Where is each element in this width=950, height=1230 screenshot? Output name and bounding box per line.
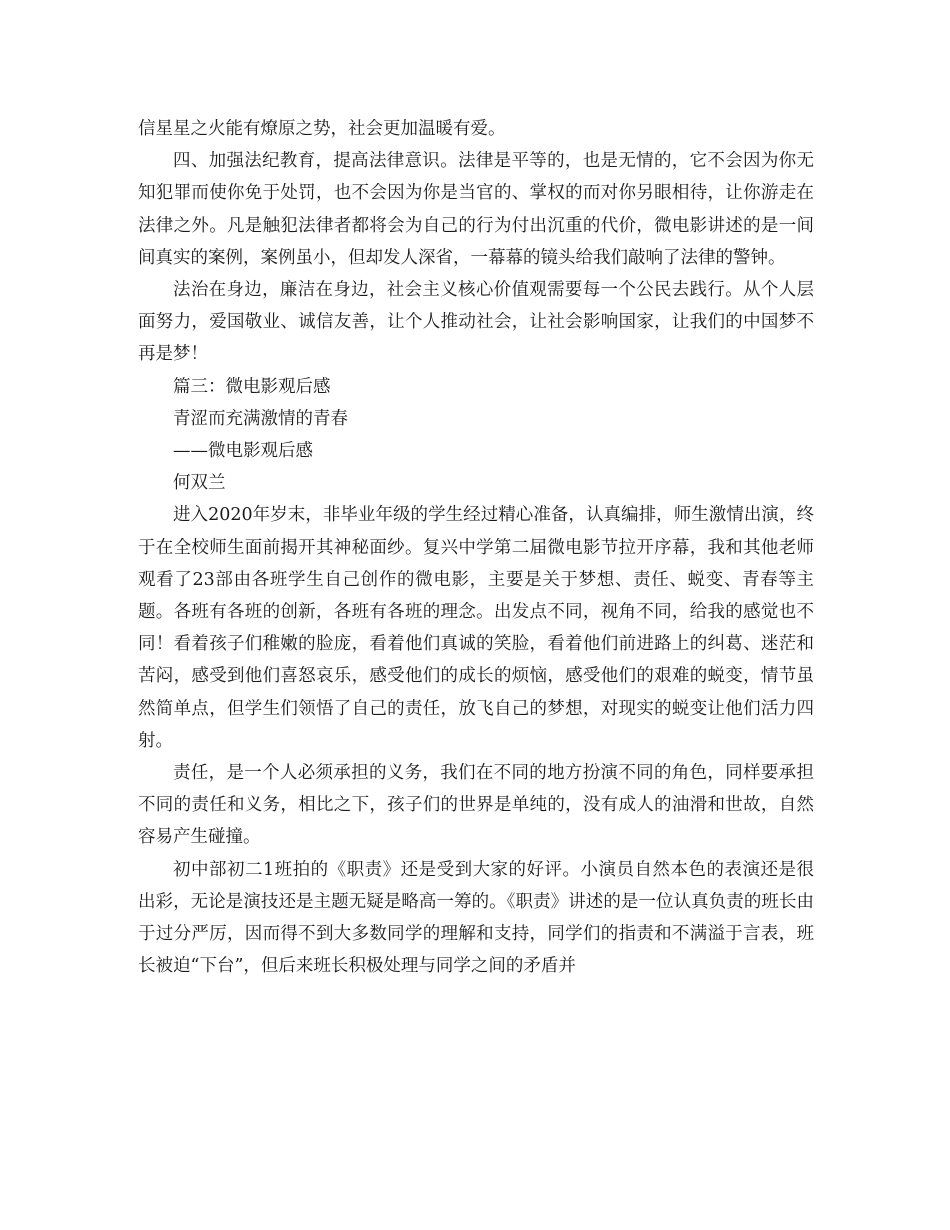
article-title: 青涩而充满激情的青春 — [173, 408, 348, 429]
article-author: 何双兰 — [173, 473, 226, 494]
section-heading: 篇三：微电影观后感 — [173, 376, 331, 397]
paragraph-law-education: 四、加强法纪教育，提高法律意识。法律是平等的，也是无情的，它不会因为你无知犯罪而使你免于处罚，也不会因为你是当官的、掌权的而对你另眼相待，让你游走在法律之外。凡是触犯法律者都将会为自己的行为付出沉重的代价，微电影讲述的是一间间真实的案例，案例虽小，但却发人深省，一幕幕的镜头给我们敲响了法律的警钟。 — [138, 151, 814, 268]
paragraph-continuation: 信星星之火能有燎原之势，社会更加温暖有爱。 — [138, 119, 506, 139]
paragraph-rule-of-law: 法治在身边，廉洁在身边，社会主义核心价值观需要每一个公民去践行。从个人层面努力，爱国敬业、诚信友善，让个人推动社会，让社会影响国家，让我们的中国梦不再是梦！ — [138, 280, 814, 365]
document-page — [138, 113, 814, 982]
paragraph-zhize: 初中部初二1班拍的《职责》还是受到大家的好评。小演员自然本色的表演还是很出彩，无论是演技还是主题无疑是略高一筹的。《职责》讲述的是一位认真负责的班长由于过分严厉，因而得不到大多数同学的理解和支持，同学们的指责和不满溢于言表，班长被迫“下台”，但后来班长积极处理与同学之间的矛盾并 — [138, 859, 814, 977]
paragraph-intro: 进入2020年岁末，非毕业年级的学生经过精心准备，认真编排，师生激情出演，终于在全校师生面前揭开其神秘面纱。复兴中学第二届微电影节拉开序幕，我和其他老师观看了23部由各班学生自己创作的微电影，主要是关于梦想、责任、蜕变、青春等主题。各班有各班的创新，各班有各班的理念。出发点不同，视角不同，给我的感觉也不同！看着孩子们稚嫩的脸庞，看着他们真诚的笑脸，看着他们前进路上的纠葛、迷茫和苦闷，感受到他们喜怒哀乐，感受他们的成长的烦恼，感受他们的艰难的蜕变，情节虽然简单点，但学生们领悟了自己的责任，放飞自己的梦想，对现实的蜕变让他们活力四射。 — [138, 505, 814, 751]
paragraph-responsibility: 责任，是一个人必须承担的义务，我们在不同的地方扮演不同的角色，同样要承担不同的责任和义务，相比之下，孩子们的世界是单纯的，没有成人的油滑和世故，自然容易产生碰撞。 — [138, 763, 814, 848]
article-subtitle: ——微电影观后感 — [173, 441, 313, 462]
